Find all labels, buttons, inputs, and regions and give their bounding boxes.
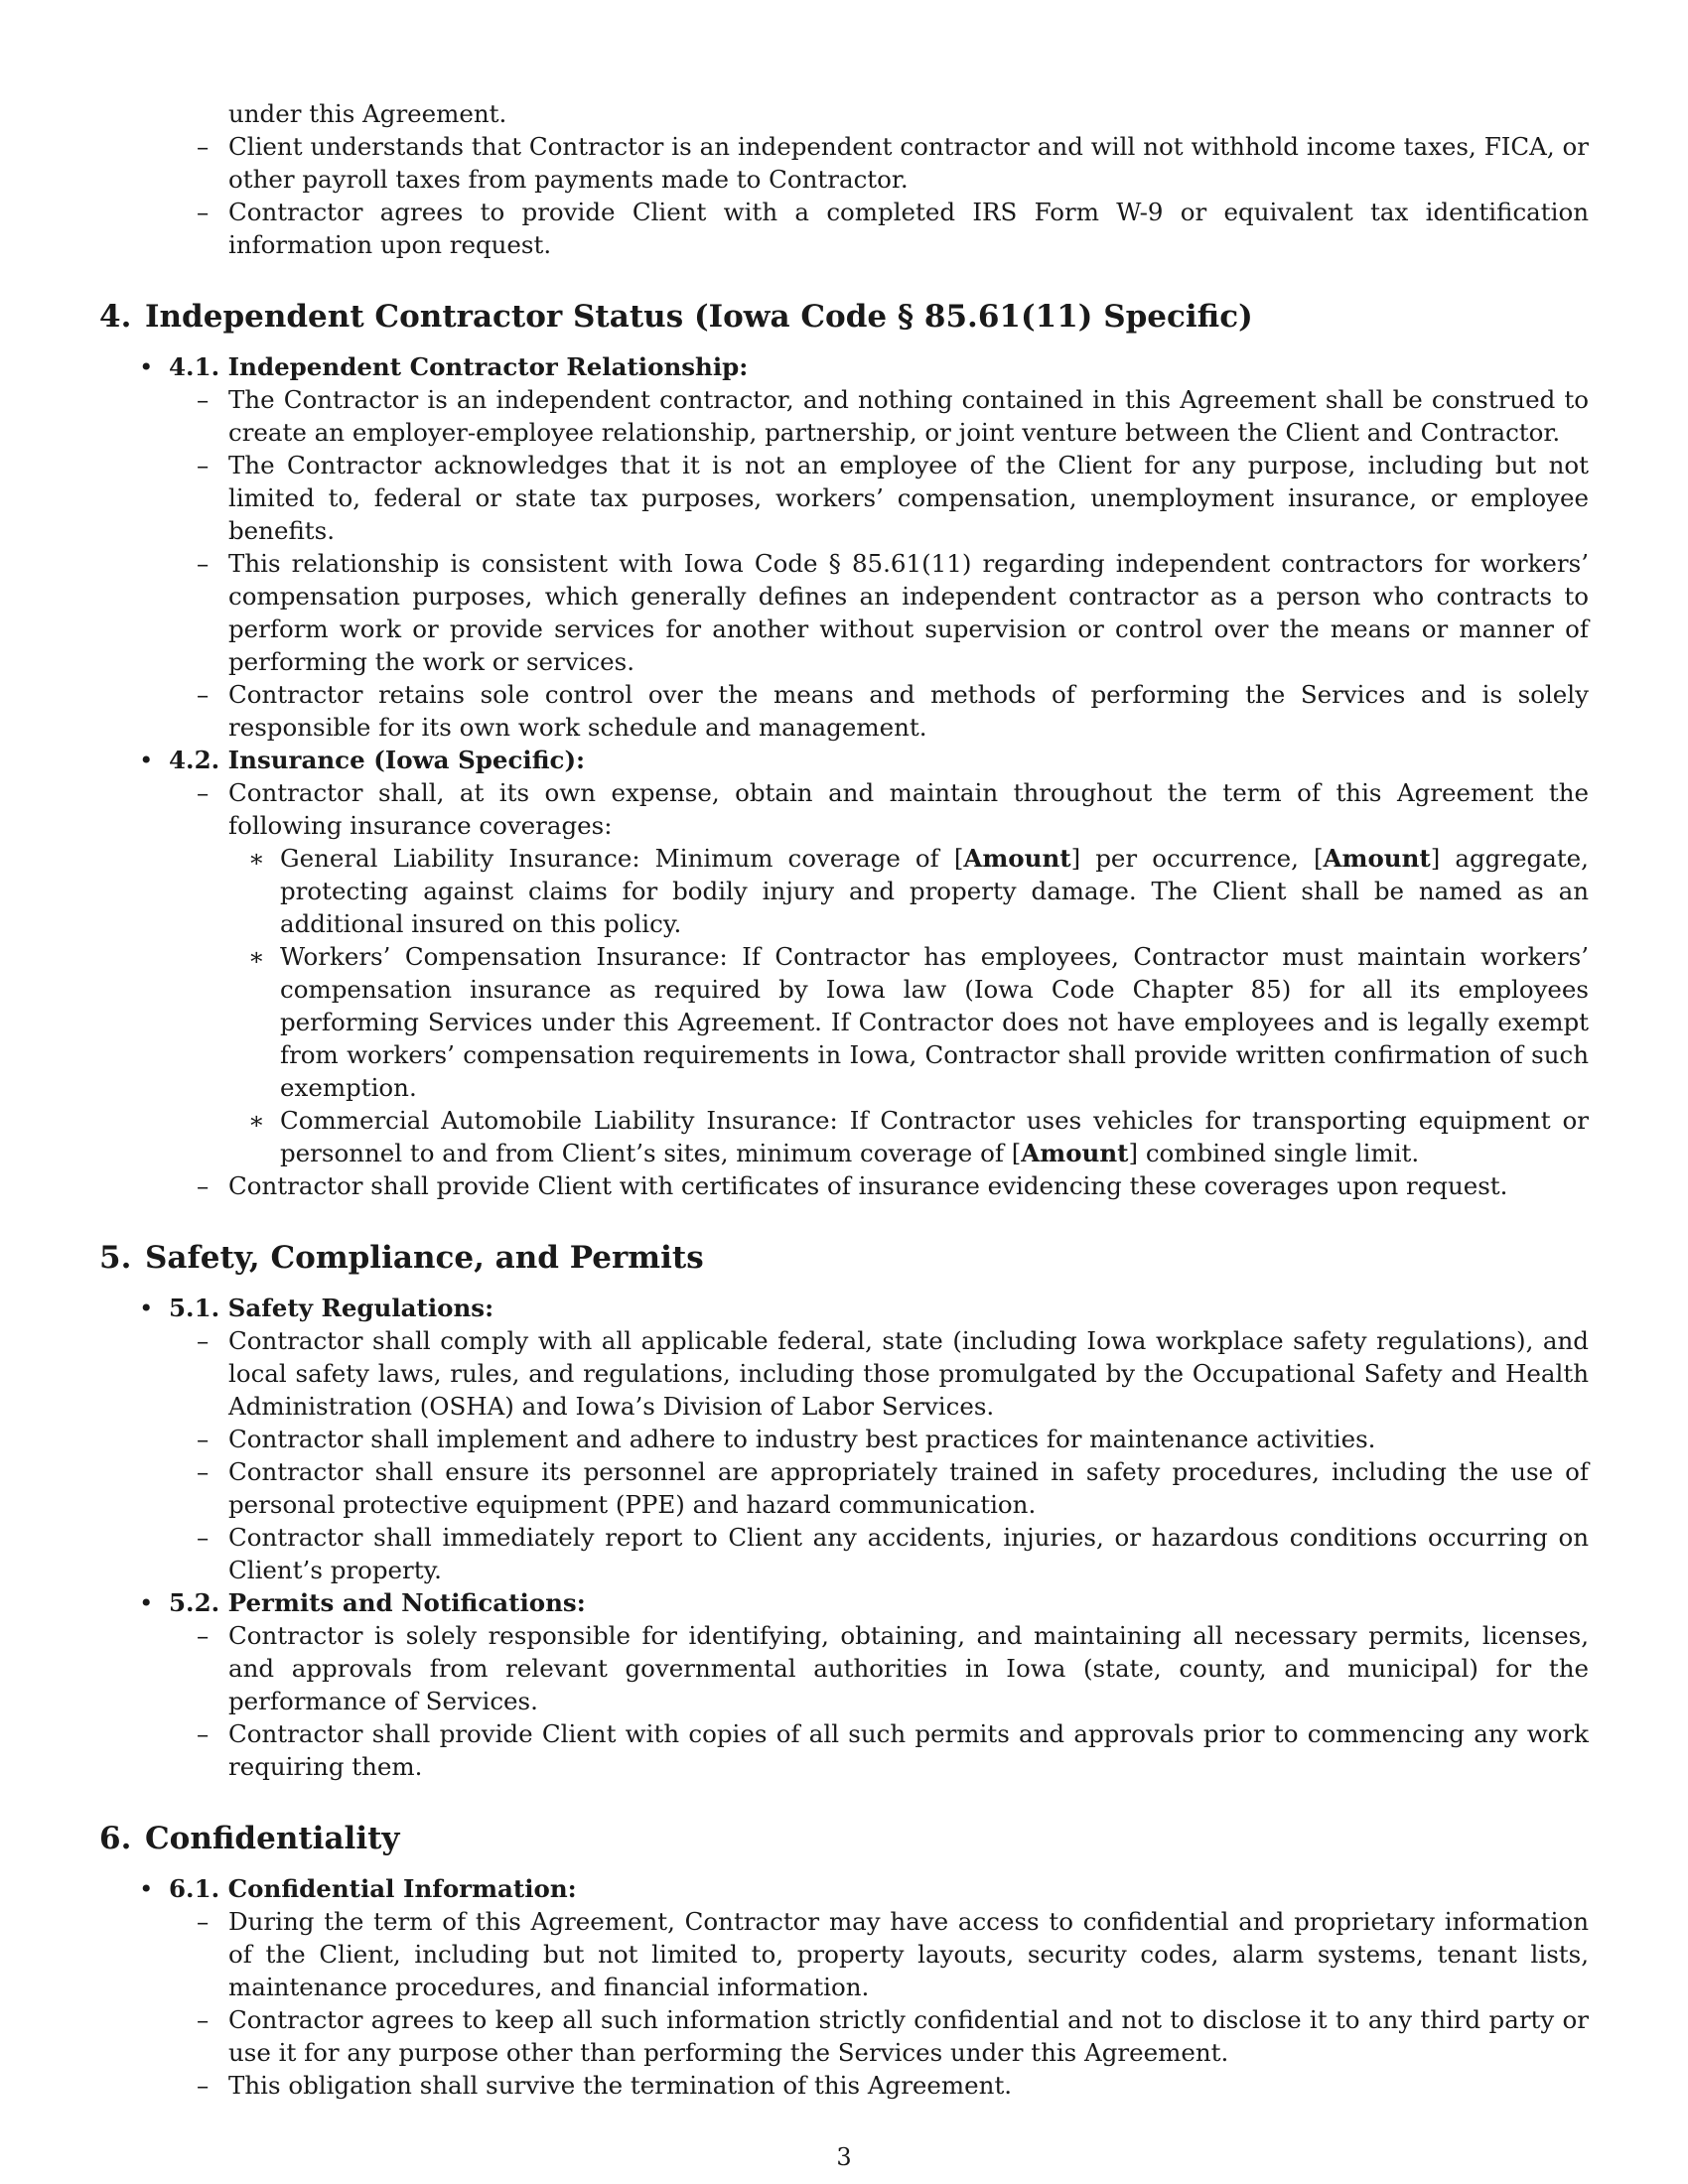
list-item: – Client understands that Contractor is an independent contractor and will not withhold income taxes, FICA, or other payroll taxes from payments made to Contractor. bbox=[197, 132, 1589, 194]
section-heading-5: 5. Safety, Compliance, and Permits bbox=[99, 1240, 704, 1276]
subsection-heading-4-1: • 4.1. Independent Contractor Relationship: bbox=[139, 352, 749, 381]
page-number: 3 bbox=[836, 2143, 852, 2171]
insurance-item-workers-comp: ∗ Workers’ Compensation Insurance: If Contractor has employees, Contractor must maintain workers’ compensation insurance as required by Iowa law (Iowa Code Chapter 85) for all its employees performing Services under this Agreement. If Contractor does not have employees and is legally exempt from workers’ compensation requirements in Iowa, Contractor shall provide written confirmation of such exemption. bbox=[248, 942, 1589, 1102]
list-item: – Contractor shall provide Client with certificates of insurance evidencing these coverages upon request. bbox=[197, 1171, 1508, 1200]
list-item: – Contractor shall ensure its personnel are appropriately trained in safety procedures, including the use of personal protective equipment (PPE) and hazard communication. bbox=[197, 1457, 1589, 1519]
list-item: – This obligation shall survive the termination of this Agreement. bbox=[197, 2071, 1013, 2100]
document-body bbox=[99, 97, 1589, 2102]
list-item: – Contractor shall comply with all applicable federal, state (including Iowa workplace safety regulations), and local safety laws, rules, and regulations, including those promulgated by the Occupational Safety and Health Administration (OSHA) and Iowa’s Division of Labor Services. bbox=[197, 1326, 1589, 1421]
insurance-item-general-liability: ∗ General Liability Insurance: Minimum coverage of [Amount] per occurrence, [Amount] aggregate, protecting against claims for bodily injury and property damage. The Client shall be named as an additional insured on this policy. bbox=[248, 844, 1589, 938]
insurance-item-auto: ∗ Commercial Automobile Liability Insurance: If Contractor uses vehicles for transporting equipment or personnel to and from Client’s sites, minimum coverage of [Amount] combined single limit. bbox=[248, 1106, 1589, 1167]
list-item: – Contractor shall implement and adhere to industry best practices for maintenance activities. bbox=[197, 1425, 1376, 1453]
subsection-heading-5-1: • 5.1. Safety Regulations: bbox=[139, 1294, 494, 1322]
list-item: – Contractor agrees to provide Client with a completed IRS Form W-9 or equivalent tax identification information upon request. bbox=[197, 198, 1589, 259]
continuation-line: under this Agreement. bbox=[228, 99, 507, 128]
subsection-heading-5-2: • 5.2. Permits and Notifications: bbox=[139, 1588, 586, 1617]
subsection-heading-6-1: • 6.1. Confidential Information: bbox=[139, 1874, 577, 1903]
amount-placeholder: Amount bbox=[963, 844, 1071, 873]
list-item: – Contractor shall immediately report to Client any accidents, injuries, or hazardous conditions occurring on Client’s property. bbox=[197, 1523, 1589, 1584]
amount-placeholder: Amount bbox=[1323, 844, 1431, 873]
list-item: – During the term of this Agreement, Contractor may have access to confidential and proprietary information of the Client, including but not limited to, property layouts, security codes, alarm systems, tenant lists, maintenance procedures, and financial information. bbox=[197, 1907, 1589, 2001]
list-item: – The Contractor acknowledges that it is not an employee of the Client for any purpose, including but not limited to, federal or state tax purposes, workers’ compensation, unemployment insurance, or employee benefits. bbox=[197, 451, 1589, 545]
list-item: – This relationship is consistent with Iowa Code § 85.61(11) regarding independent contractors for workers’ compensation purposes, which generally defines an independent contractor as a person who contracts to perform work or provide services for another without supervision or control over the means or manner of performing the work or services. bbox=[197, 549, 1589, 676]
list-item: – Contractor shall, at its own expense, obtain and maintain throughout the term of this Agreement the following insurance coverages: bbox=[197, 778, 1589, 840]
section-heading-6: 6. Confidentiality bbox=[99, 1821, 400, 1856]
list-item: – Contractor agrees to keep all such information strictly confidential and not to disclose it to any third party or use it for any purpose other than performing the Services under this Agreement. bbox=[197, 2005, 1589, 2067]
list-item: – Contractor retains sole control over the means and methods of performing the Services and is solely responsible for its own work schedule and management. bbox=[197, 680, 1589, 742]
list-item: – The Contractor is an independent contractor, and nothing contained in this Agreement shall be construed to create an employer-employee relationship, partnership, or joint venture between the Client and Contractor. bbox=[197, 385, 1589, 447]
section-heading-4: 4. Independent Contractor Status (Iowa Code § 85.61(11) Specific) bbox=[99, 299, 1253, 335]
amount-placeholder: Amount bbox=[1021, 1139, 1129, 1167]
subsection-heading-4-2: • 4.2. Insurance (Iowa Specific): bbox=[139, 746, 586, 774]
list-item: – Contractor shall provide Client with copies of all such permits and approvals prior to commencing any work requiring them. bbox=[197, 1719, 1589, 1781]
list-item: – Contractor is solely responsible for identifying, obtaining, and maintaining all necessary permits, licenses, and approvals from relevant governmental authorities in Iowa (state, county, and municipal) for the performance of Services. bbox=[197, 1621, 1589, 1715]
